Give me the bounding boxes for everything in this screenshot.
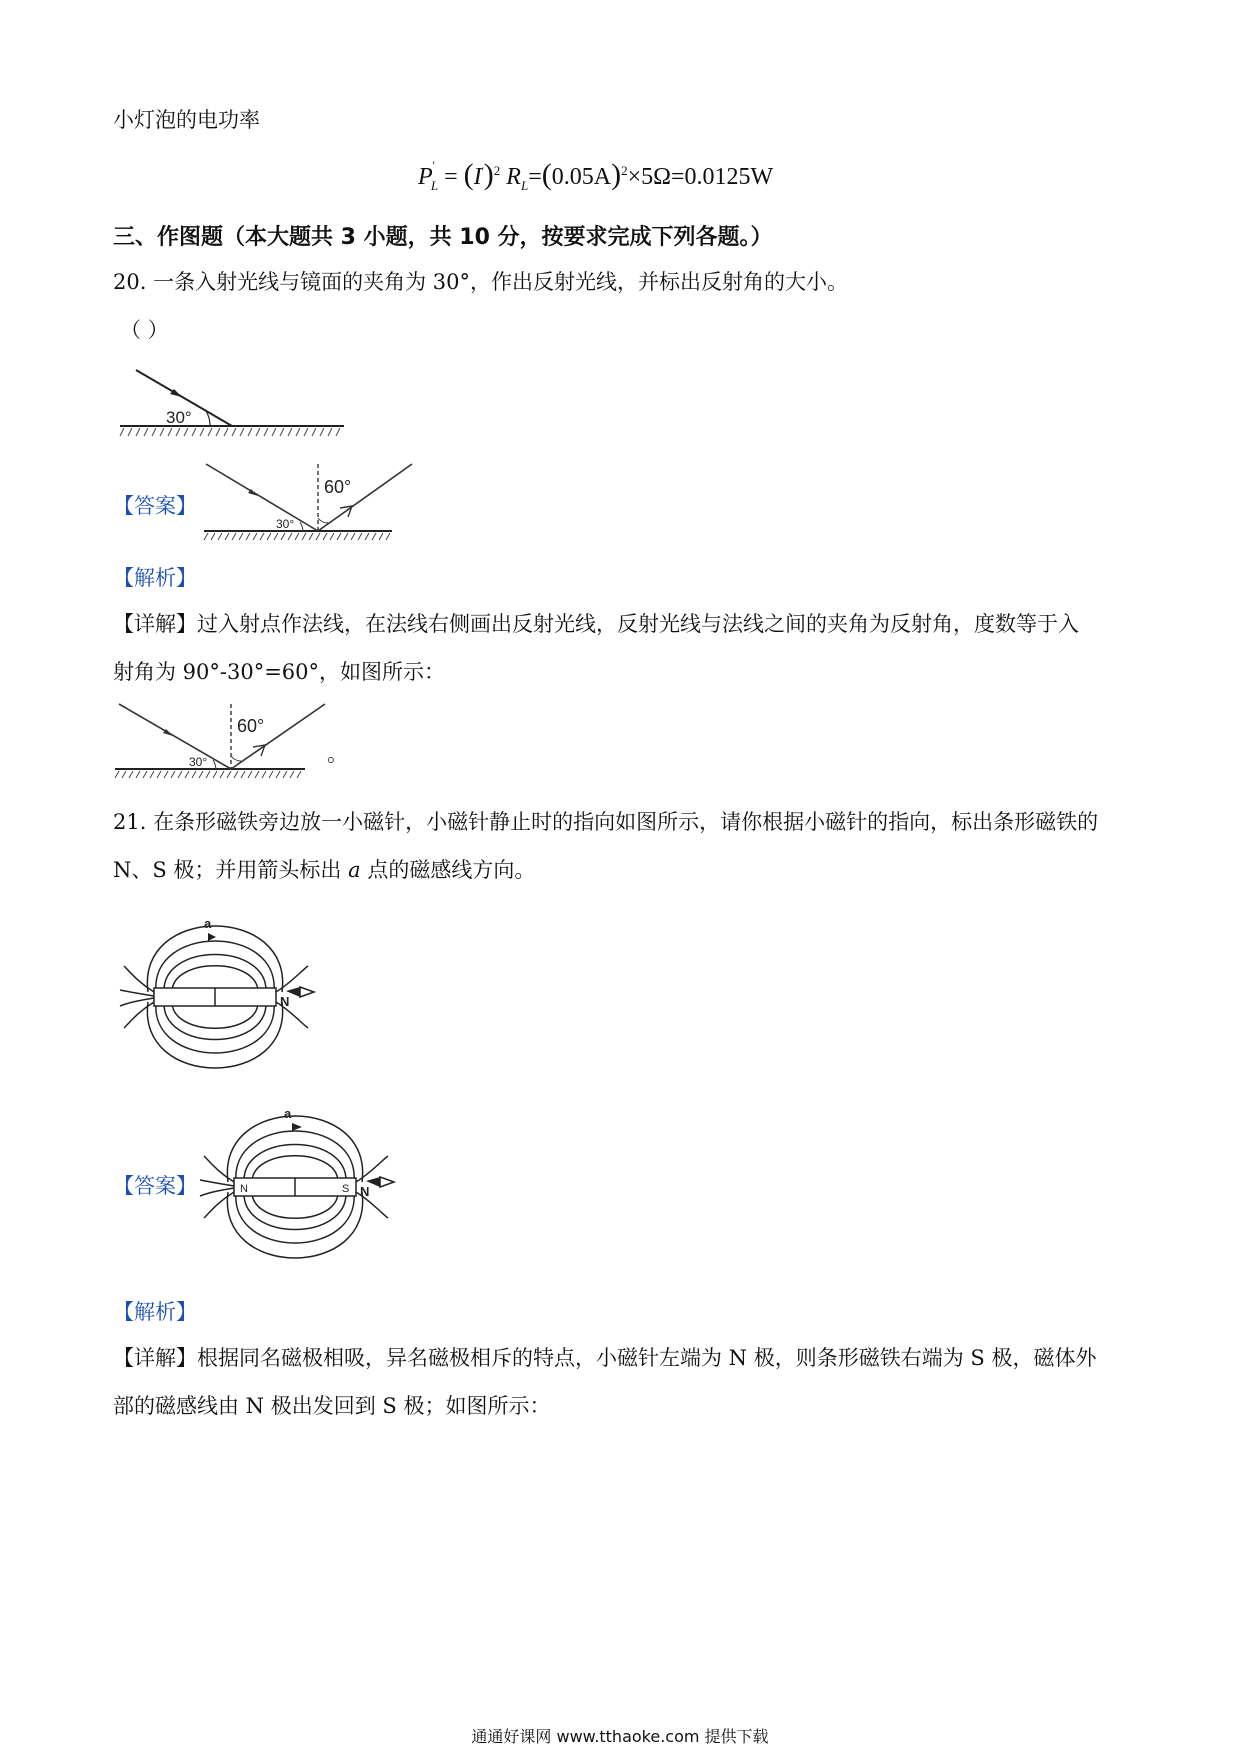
- q21-stem-post: 点的磁感线方向。: [360, 858, 536, 882]
- q20-detail-label: 【详解】: [113, 612, 197, 636]
- formula-p: P: [418, 164, 433, 190]
- formula-r: R: [506, 164, 521, 190]
- q20-detail-line1: [113, 610, 1079, 638]
- q21-answer-label: 【答案】: [113, 1174, 197, 1198]
- q20-detail-figure: [113, 700, 328, 782]
- q21-detail-line1: [113, 1344, 1096, 1372]
- q21-stem-pre: N、S 极；并用箭头标出: [113, 858, 349, 882]
- q21-stem-line2: [113, 856, 535, 884]
- formula-prime: ': [432, 158, 435, 172]
- q20-stem: 20. 一条入射光线与镜面的夹角为 30°，作出反射光线，并标出反射角的大小。: [113, 270, 848, 294]
- q21-figure: [118, 902, 318, 1082]
- q20-detail-end: 。: [327, 742, 348, 766]
- q21-ans-left-pole: N: [240, 1183, 248, 1195]
- q21-ans-needle-icon: [366, 1177, 394, 1187]
- q20-analysis-label: 【解析】: [113, 566, 197, 590]
- q20-ans-normal-angle: 60°: [324, 477, 352, 497]
- formula-sub-l: L: [430, 177, 439, 193]
- intro-text: 小灯泡的电功率: [113, 108, 260, 132]
- page-footer: 通通好课网 www.tthaoke.com 提供下载: [471, 1727, 769, 1746]
- formula-square-2: 2: [621, 163, 628, 178]
- q20-detail-text1: 过入射点作法线，在法线右侧画出反射光线，反射光线与法线之间的夹角为反射角，度数等于入: [197, 612, 1079, 636]
- q21-ans-field-arrow-icon: [292, 1123, 302, 1131]
- q20-detail-incident-angle: 30°: [189, 755, 208, 769]
- q21-detail-text1: 根据同名磁极相吸，异名磁极相斥的特点，小磁针左端为 N 极，则条形磁铁右端为 S 极，磁体外: [197, 1346, 1097, 1370]
- q20-answer-label: 【答案】: [113, 494, 197, 518]
- q21-needle-icon: [286, 987, 314, 997]
- q20-figure: [118, 360, 348, 440]
- q21-stem-a: a: [348, 858, 361, 882]
- formula-i: I: [473, 164, 482, 190]
- q20-angle-label: 30°: [166, 408, 192, 427]
- formula-value: 0.05A: [551, 164, 612, 190]
- power-formula: $P'_L = (I')^2$ $R_L=(0.05A)^2\times 5\Omega=0.0125W$: [418, 158, 774, 193]
- q20-answer-figure: [200, 460, 420, 545]
- q21-analysis-label: 【解析】: [113, 1300, 197, 1324]
- q21-point-label: a: [204, 916, 212, 931]
- q21-ans-point-label: a: [284, 1106, 292, 1121]
- q21-ans-right-pole: S: [342, 1183, 350, 1195]
- formula-eq1: =: [444, 164, 458, 190]
- q20-ans-incident-angle: 30°: [276, 517, 295, 531]
- q21-detail-line2: 部的磁感线由 N 极出发回到 S 极；如图所示：: [113, 1394, 551, 1418]
- formula-eq2: =: [528, 164, 542, 190]
- q21-detail-label: 【详解】: [113, 1346, 197, 1370]
- q20-detail-normal-angle: 60°: [237, 716, 265, 736]
- formula-rest: ×5Ω=0.0125W: [627, 164, 774, 190]
- q21-answer-figure: [198, 1092, 398, 1272]
- q21-ans-needle-label: N: [360, 1184, 370, 1199]
- q20-blank: （ ）: [120, 318, 169, 342]
- section-heading: 三、作图题（本大题共 3 小题，共 10 分，按要求完成下列各题。）: [113, 225, 773, 250]
- q21-needle-label: N: [280, 994, 290, 1009]
- q21-stem-line1: 21. 在条形磁铁旁边放一小磁针，小磁针静止时的指向如图所示，请你根据小磁针的指向，标出条形磁铁的: [113, 810, 1099, 834]
- formula-square: 2: [493, 163, 501, 178]
- q20-detail-line2: 射角为 90°-30°=60°，如图所示：: [113, 660, 446, 684]
